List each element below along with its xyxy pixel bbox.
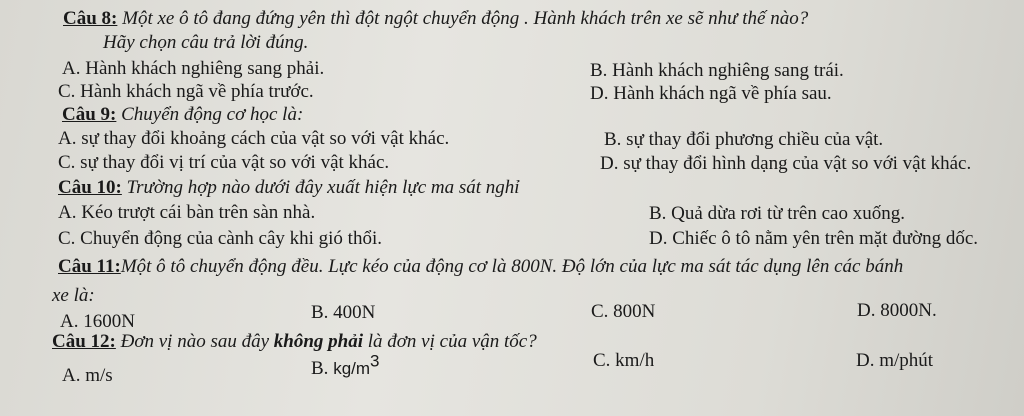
- question-12-text-pre: Đơn vị nào sau đây: [115, 331, 274, 352]
- question-10-option-b: B. Quả dừa rơi từ trên cao xuống.: [649, 203, 905, 224]
- question-11-text-continued: xe là:: [52, 285, 95, 306]
- question-9-option-a: A. sự thay đổi khoảng cách của vật so với vật khác.: [58, 128, 450, 149]
- question-9-option-c: C. sự thay đổi vị trí của vật so với vật khác.: [58, 152, 390, 173]
- question-11-option-d: D. 8000N.: [857, 300, 937, 321]
- question-12-option-b-prefix: B.: [311, 358, 334, 379]
- question-8-option-c: C. Hành khách ngã về phía trước.: [58, 81, 314, 102]
- question-8-option-a: A. Hành khách nghiêng sang phải.: [62, 58, 325, 79]
- question-8-option-b: B. Hành khách nghiêng sang trái.: [590, 60, 844, 81]
- question-11-option-a: A. 1600N: [60, 311, 135, 332]
- question-12-text-emphasis: không phải: [273, 331, 364, 352]
- question-12-option-a: A. m/s: [62, 365, 113, 386]
- question-10-label: Câu 10:: [58, 177, 122, 198]
- question-8-option-d: D. Hành khách ngã về phía sau.: [590, 83, 832, 104]
- question-10: [58, 177, 520, 199]
- question-12-option-d: D. m/phút: [856, 350, 934, 371]
- question-9-option-b: B. sự thay đổi phương chiều của vật.: [604, 129, 884, 150]
- question-12-text-post: là đơn vị của vận tốc?: [363, 331, 537, 352]
- question-10-option-c: C. Chuyển động của cành cây khi gió thổi.: [58, 228, 382, 249]
- question-11-text: Một ô tô chuyển động đều. Lực kéo của động cơ là 800N. Độ lớn của lực ma sát tác dụng lên các bánh: [120, 256, 904, 277]
- question-12-option-c: C. km/h: [593, 350, 655, 371]
- question-9-text: Chuyển động cơ học là:: [116, 104, 304, 125]
- question-9-label: Câu 9:: [62, 104, 117, 125]
- question-8-text: Một xe ô tô đang đứng yên thì đột ngột chuyển động . Hành khách trên xe sẽ như thế nào?: [117, 8, 809, 29]
- question-12: [52, 331, 537, 353]
- question-11-label: Câu 11:: [58, 256, 121, 277]
- question-11-option-c: C. 800N: [591, 301, 656, 322]
- question-9-option-d: D. sự thay đổi hình dạng của vật so với vật khác.: [600, 153, 972, 174]
- question-12-option-b-unit: kg/m: [333, 359, 371, 378]
- question-8: [63, 8, 808, 30]
- question-10-text: Trường hợp nào dưới đây xuất hiện lực ma sát nghỉ: [121, 177, 520, 198]
- question-9: [62, 104, 303, 126]
- question-12-option-b: [311, 351, 380, 380]
- question-11-option-b: B. 400N: [311, 302, 376, 323]
- question-12-option-b-exponent: 3: [370, 351, 380, 371]
- question-8-instruction: Hãy chọn câu trả lời đúng.: [103, 32, 309, 53]
- question-10-option-d: D. Chiếc ô tô nằm yên trên mặt đường dốc.: [649, 228, 979, 249]
- question-11: [58, 256, 903, 278]
- question-10-option-a: A. Kéo trượt cái bàn trên sàn nhà.: [58, 202, 316, 223]
- question-8-label: Câu 8:: [63, 8, 118, 29]
- question-12-label: Câu 12:: [52, 331, 116, 352]
